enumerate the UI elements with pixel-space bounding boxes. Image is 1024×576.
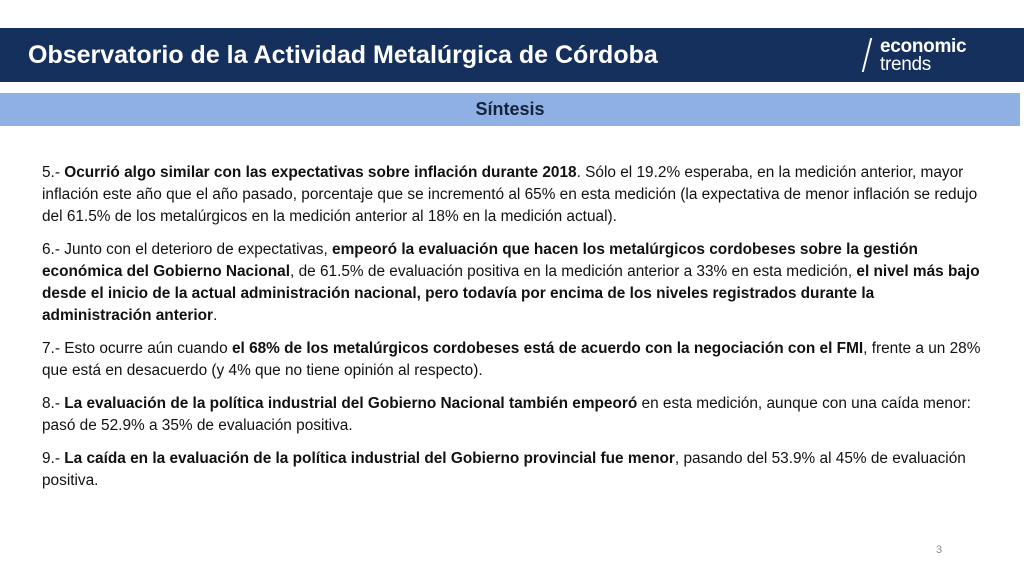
body-text: en esta medición, aunque con una caída menor: pasó de 52.9% a 35% de evaluación positiva. <box>42 395 971 434</box>
summary-content <box>42 162 987 503</box>
paragraph-number: 9.- <box>42 450 65 467</box>
page-title: Observatorio de la Actividad Metalúrgica de Córdoba <box>28 41 658 69</box>
body-text: , de 61.5% de evaluación positiva en la medición anterior a 33% en esta medición, <box>290 263 857 280</box>
bold-text: el 68% de los metalúrgicos cordobeses está de acuerdo con la negociación con el FMI <box>231 340 864 357</box>
paragraph-7 <box>42 338 987 382</box>
page-number: 3 <box>936 544 943 556</box>
body-text: Junto con el deterioro de expectativas, <box>64 241 333 258</box>
paragraph-8 <box>42 393 987 437</box>
paragraph-6 <box>42 239 987 327</box>
bold-text: La evaluación de la política industrial del Gobierno Nacional también empeoró <box>64 395 638 412</box>
bold-text: La caída en la evaluación de la política industrial del Gobierno provincial fue menor <box>64 450 675 467</box>
paragraph-number: 7.- <box>42 340 65 357</box>
paragraph-number: 6.- <box>42 241 65 258</box>
bold-text: el nivel más bajo desde el inicio de la actual administración nacional, pero todavía por encima de los niveles registrados durante la administración anterior <box>42 263 980 324</box>
body-text: , pasando del 53.9% al 45% de evaluación positiva. <box>42 450 966 489</box>
logo-text-economic: economic <box>880 36 967 57</box>
paragraph-5 <box>42 162 987 228</box>
logo-text-trends: trends <box>880 54 932 75</box>
economic-trends-logo <box>862 36 1002 76</box>
body-text: . <box>213 307 218 324</box>
paragraph-9 <box>42 448 987 492</box>
body-text: , frente a un 28% que está en desacuerdo (y 4% que no tiene opinión al respecto). <box>42 340 981 379</box>
paragraph-number: 5.- <box>42 164 65 181</box>
body-text: . Sólo el 19.2% esperaba, en la medición anterior, mayor inflación este año que el año pasado, porcentaje que se incrementó al 65% en esta medición (la expectativa de menor inflación se redujo del 61.5% de los metalúrgicos en la medición anterior al 18% en la medición actual). <box>42 164 978 225</box>
section-bar <box>0 93 1020 126</box>
logo-slash-icon <box>862 38 872 72</box>
bold-text: Ocurrió algo similar con las expectativas sobre inflación durante 2018 <box>64 164 577 181</box>
bold-text: empeoró la evaluación que hacen los metalúrgicos cordobeses sobre la gestión económica del Gobierno Nacional <box>42 241 918 280</box>
section-title: Síntesis <box>475 99 545 119</box>
paragraph-number: 8.- <box>42 395 65 412</box>
header-bar <box>0 28 1024 82</box>
body-text: Esto ocurre aún cuando <box>64 340 232 357</box>
